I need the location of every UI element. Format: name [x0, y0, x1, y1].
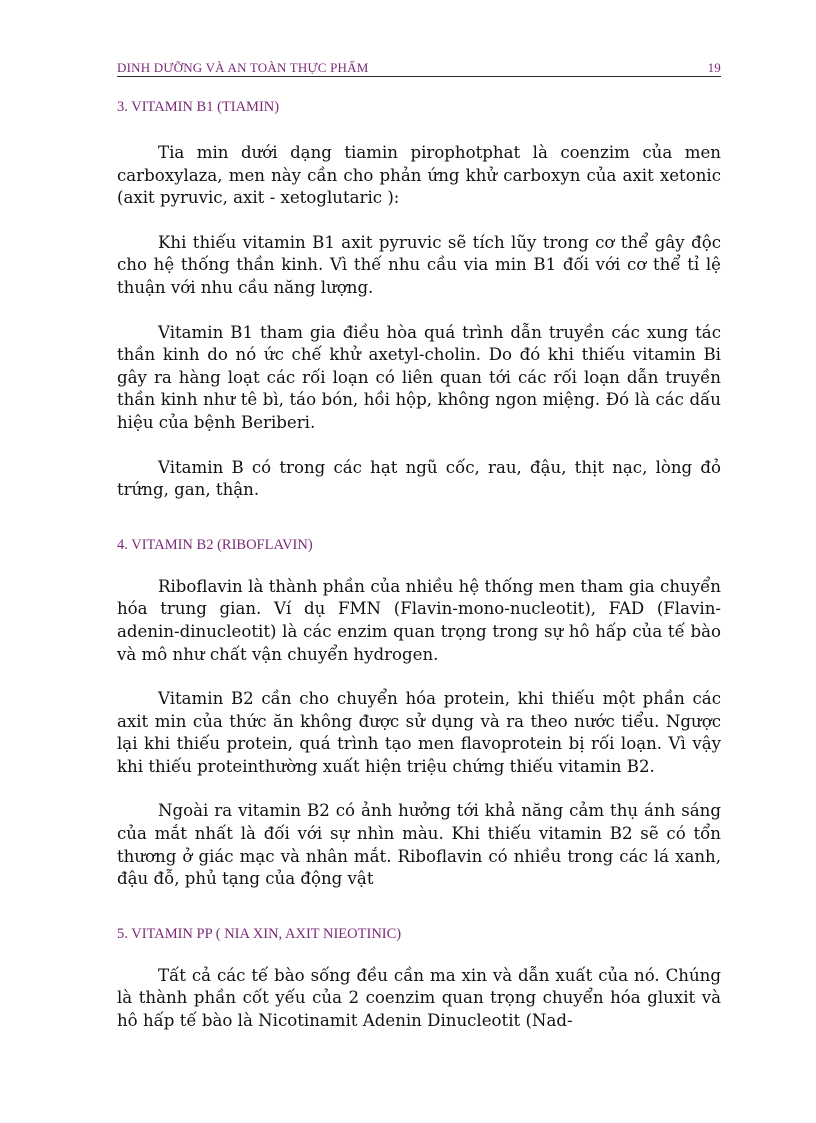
paragraph: Vitamin B có trong các hạt ngũ cốc, rau, đậu, thịt nạc, lòng đỏ trứng, gan, thận. [117, 457, 721, 500]
running-header [117, 56, 721, 76]
paragraph: Ngoài ra vitamin B2 có ảnh hưởng tới khả năng cảm thụ ánh sáng của mắt nhất là đối với sự nhìn màu. Khi thiếu vitamin B2 sẽ có tổn thương ở giác mạc và nhân mắt. Riboflavin có nhiều trong các lá xanh, đậu đỗ, phủ tạng của động vật [117, 801, 721, 889]
paragraph: Khi thiếu vitamin B1 axit pyruvic sẽ tích lũy trong cơ thể gây độc cho hệ thống thần kinh. Vì thế nhu cầu via min B1 đối với cơ thể tỉ lệ thuận với nhu cầu năng lượng. [117, 232, 721, 297]
header-title: DINH DƯỠNG VÀ AN TOÀN THỰC PHẨM [117, 60, 369, 75]
paragraph: Vitamin B2 cần cho chuyển hóa protein, khi thiếu một phần các axit min của thức ăn không được sử dụng và ra theo nước tiểu. Ngược lại khi thiếu protein, quá trình tạo men flavoprotein bị rối loạn. Vì vậy khi thiếu proteinthường xuất hiện triệu chứng thiếu vitamin B2. [117, 689, 721, 776]
paragraph: Riboflavin là thành phần của nhiều hệ thống men tham gia chuyển hóa trung gian. Ví dụ FMN (Flavin-mono-nucleotit), FAD (Flavin-adenin-dinucleotit) là các enzim quan trọng trong sự hô hấp của tế bào và mô như chất vận chuyển hydrogen. [117, 576, 721, 664]
section-heading-vitamin-b1: 3. VITAMIN B1 (TIAMIN) [117, 99, 280, 115]
header-divider [117, 76, 721, 77]
paragraph: Vitamin B1 tham gia điều hòa quá trình dẫn truyền các xung tác thần kinh do nó ức chế khử axetyl-cholin. Do đó khi thiếu vitamin Bi gây ra hàng loạt các rối loạn có liên quan tới các rối loạn dẫn truyền thần kinh như tê bì, táo bón, hồi hộp, không ngon miệng. Đó là các dấu hiệu của bệnh Beriberi. [117, 322, 721, 432]
page-body [117, 98, 721, 1033]
paragraph: Tất cả các tế bào sống đều cần ma xin và dẫn xuất của nó. Chúng là thành phần cốt yếu của 2 coenzim quan trọng chuyển hóa gluxit và hô hấp tế bào là Nicotinamit Adenin Dinucleotit (Nad- [117, 965, 721, 1031]
page-number: 19 [707, 60, 721, 75]
paragraph: Tia min dưới dạng tiamin pirophotphat là coenzim của men carboxylaza, men này cần cho phản ứng khử carboxyn của axit xetonic (axit pyruvic, axit - xetoglutaric ): [117, 143, 721, 208]
section-heading-vitamin-pp: 5. VITAMIN PP ( NIA XIN, AXIT NIEOTINIC) [117, 925, 402, 942]
section-heading-vitamin-b2: 4. VITAMIN B2 (RIBOFLAVIN) [117, 536, 313, 553]
